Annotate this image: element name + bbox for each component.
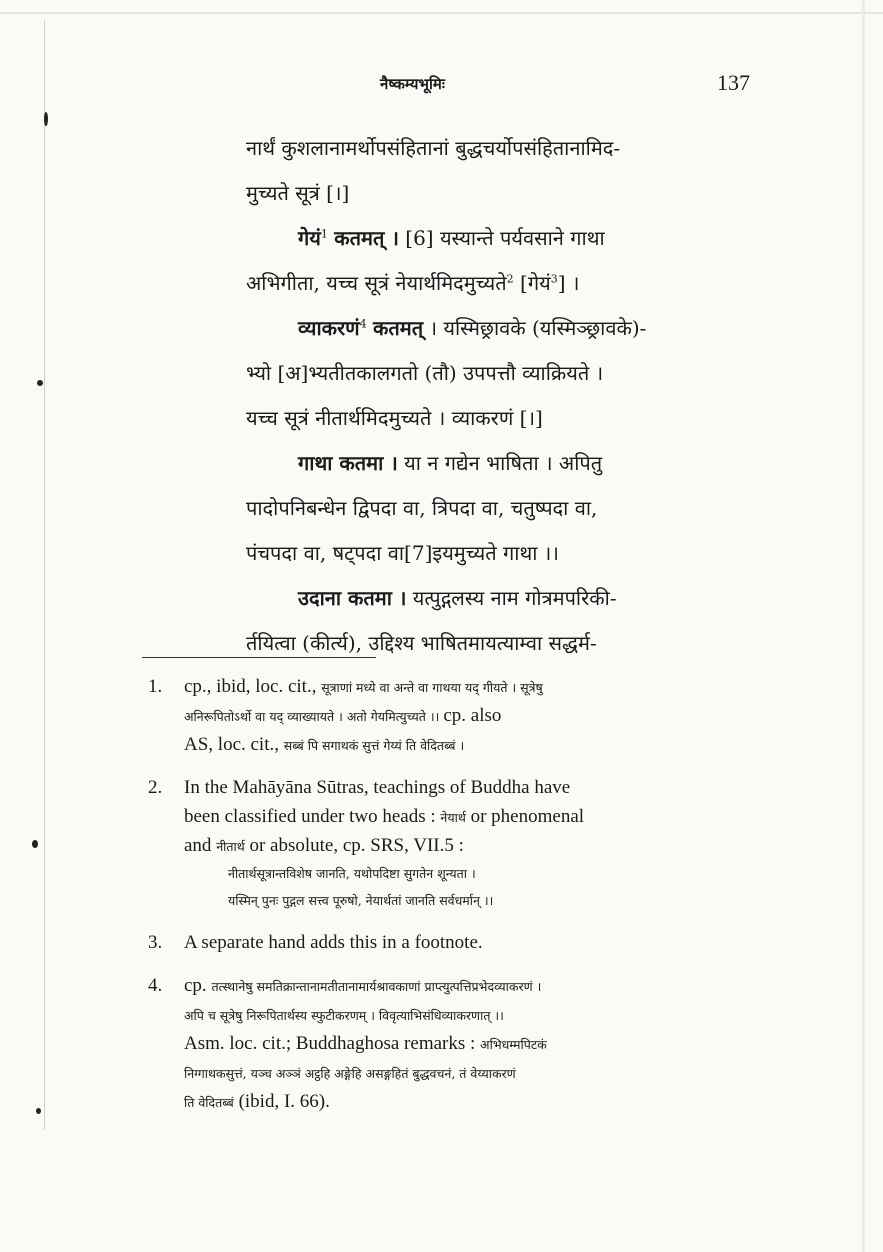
footnote-number: 3. [148,932,163,953]
footnote-line [148,831,753,860]
text-span: or absolute, cp. SRS, VII.5 : [244,835,464,856]
footnote-line [148,802,753,831]
footnote-line [148,672,753,701]
text-span: यच्च सूत्रं नीतार्थमिदमुच्यते । व्याकरणं [।] [246,406,543,430]
text-span: In the Mahāyāna Sūtras, teachings of Buddha have [184,777,571,798]
footnote-line [148,1087,753,1116]
text-line [246,396,752,441]
running-head: नैष्कम्यभूमिः [380,75,445,93]
page-left-edge [44,20,45,1130]
text-span: or phenomenal [465,806,585,827]
text-span: तत्स्थानेषु समतिक्रान्तानामतीतानामार्यश्रावकाणां प्राप्त्युत्पत्तिप्रभेदव्याकरणं । [211,979,542,994]
text-span: been classified under two heads : [184,806,441,827]
footnote-line [148,730,753,759]
text-line [246,576,752,621]
footnote-3 [148,928,753,957]
text-line [246,126,752,171]
footnote-number: 2. [148,777,163,798]
text-line [246,441,752,486]
text-span: AS, loc. cit., [184,734,284,755]
text-span: अभिगीता, यच्च सूत्रं नेयार्थमिदमुच्यते [246,271,507,295]
footnote-rule [142,657,376,658]
footnote-1 [148,672,753,759]
scan-speck [37,380,43,386]
text-span: नार्थं कुशलानामर्थोपसंहितानां बुद्धचर्योपसंहितानामिद- [246,136,621,160]
section-heading: कतमत् । [334,226,399,250]
text-span: अभिधम्मपिटकं [480,1037,547,1052]
section-heading: गेयं [298,226,321,250]
text-span: भ्यो [अ]भ्यतीतकालगतो (तौ) उपपत्तौ व्याक्रियते । [246,361,604,385]
footnotes [148,672,753,1130]
footnote-ref: 4 [359,317,367,331]
text-line [246,621,752,666]
text-span: [गेयं [513,271,551,295]
verse-line: नीतार्थसूत्रान्तविशेष जानति, यथोपदिष्टा सुगतेन शून्यता । [228,866,476,881]
text-span: नीतार्थ [216,839,245,854]
page-right-edge [862,0,865,1252]
footnote-ref: 3 [550,272,558,286]
footnote-line [148,1058,753,1087]
text-span: । यस्मिछ्रावके (यस्मिञ्छ्रावके)- [423,316,647,340]
text-span: सूत्राणां मध्ये वा अन्ते वा गाथया यद् गीयते । सूत्रेषु [321,680,543,695]
page-number: 137 [717,70,750,95]
text-span: पादोपनिबन्धेन द्विपदा वा, त्रिपदा वा, चतुष्पदा वा, [246,496,598,520]
text-line [246,306,752,351]
text-span: [6] यस्यान्ते पर्यवसाने गाथा [398,226,605,250]
text-span: cp., ibid, loc. cit., [184,676,322,697]
text-span: सब्बं पि सगाथकं सुत्तं गेय्यं ति वेदितब्बं । [283,738,465,753]
text-span: cp. also [443,705,502,726]
footnote-number: 4. [148,975,163,996]
text-span: नेयार्थ [440,810,466,825]
footnote-line [148,1029,753,1058]
text-line [246,171,752,216]
footnote-line [148,1000,753,1029]
text-span: अनिरूपितोऽर्थो वा यद् व्याख्यायते । अतो गेयमित्युच्यते ।। [184,709,444,724]
text-span: Asm. loc. cit.; Buddhaghosa remarks : [184,1033,481,1054]
main-text [246,126,752,666]
text-line [246,261,752,306]
text-span: (ibid, I. 66). [233,1091,330,1112]
footnote-line [148,701,753,730]
text-line [246,351,752,396]
section-heading: कतमत् [372,316,424,340]
text-span: यत्पुद्गलस्य नाम गोत्रमपरिकी- [406,586,617,610]
text-span: अपि च सूत्रेषु निरूपितार्थस्य स्फुटीकरणम् । विवृत्याभिसंधिव्याकरणात् ।। [184,1008,504,1023]
text-span: निग्गाथकसुत्तं, यञ्च अञ्ञं अट्ठहि अङ्गेहि असङ्गहितं बुद्धवचनं, तं वेय्याकरणं [184,1066,516,1081]
section-heading: गाथा कतमा । [298,451,398,475]
footnote-line [148,971,753,1000]
scan-speck [32,840,38,848]
text-span: ] । [557,271,580,295]
footnote-ref: 2 [506,272,514,286]
text-span: मुच्यते सूत्रं [।] [246,181,350,205]
footnote-4 [148,971,753,1116]
text-span: पंचपदा वा, षट्पदा वा[7]इयमुच्यते गाथा ।। [246,541,559,565]
text-line [246,216,752,261]
scan-speck [36,1108,41,1114]
footnote-ref: 1 [320,227,328,241]
text-line [246,486,752,531]
text-span: या न गद्येन भाषिता । अपितु [397,451,603,475]
text-span: र्तयित्वा (कीर्त्य), उद्दिश्य भाषितमायत्याम्वा सद्धर्म- [246,631,597,655]
text-span: and [184,835,217,856]
text-span: A separate hand adds this in a footnote. [184,932,483,953]
verse-line: यस्मिन् पुनः पुद्गल सत्त्व पूरुषो, नेयार्थतां जानति सर्वधर्मान् ।। [228,893,494,908]
footnote-number: 1. [148,676,163,697]
section-heading: उदाना कतमा । [298,586,407,610]
text-span: cp. [184,975,212,996]
text-span: ति वेदितब्बं [184,1095,234,1110]
page-header [380,70,750,100]
page-top-edge [0,12,883,14]
footnote-2 [148,773,753,914]
scan-speck [44,112,48,126]
footnote-line [148,773,753,802]
section-heading: व्याकरणं [298,316,360,340]
text-line [246,531,752,576]
footnote-line [148,928,753,957]
